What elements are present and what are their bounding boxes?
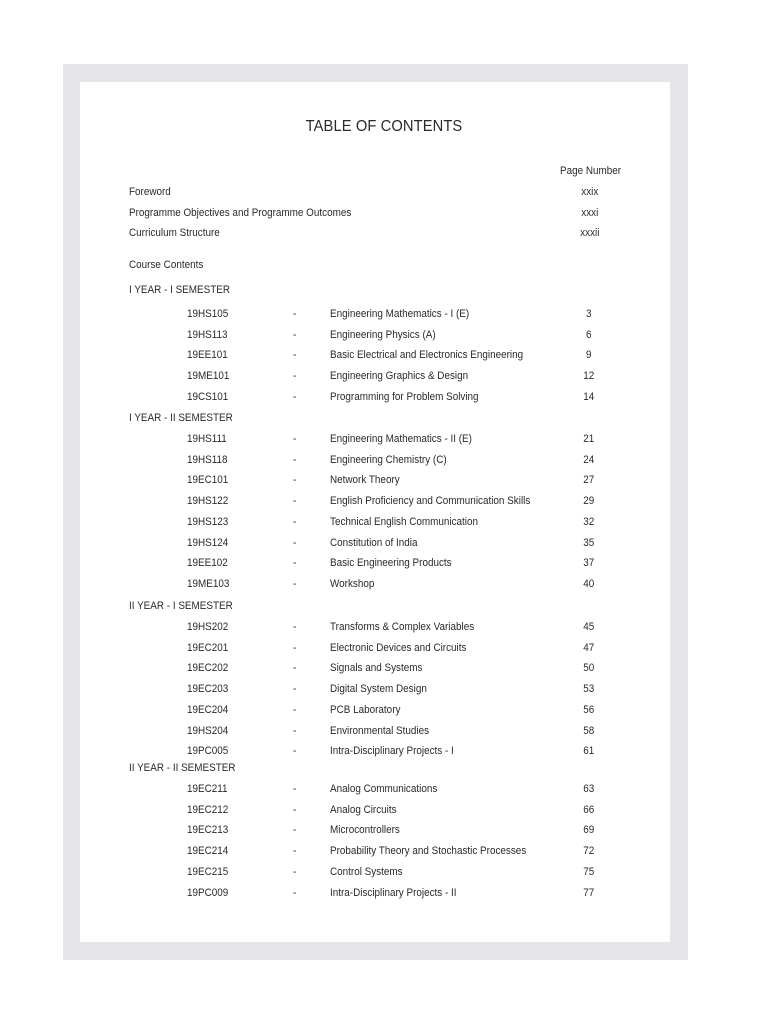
course-code: 19HS105 <box>187 308 229 320</box>
course-page-number: 77 <box>583 887 595 899</box>
front-matter-curriculum: Curriculum Structure <box>129 227 220 239</box>
course-page-number: 69 <box>583 824 595 836</box>
course-code: 19EE101 <box>187 349 228 361</box>
semester-heading: II YEAR - II SEMESTER <box>129 762 236 774</box>
separator-dash: - <box>293 866 297 878</box>
course-title: Engineering Mathematics - II (E) <box>330 433 472 445</box>
course-page-number: 45 <box>583 621 595 633</box>
course-page-number: 37 <box>583 557 595 569</box>
course-code: 19EC204 <box>187 704 229 716</box>
course-title: Probability Theory and Stochastic Processes <box>330 845 527 857</box>
course-page-number: 6 <box>586 329 592 341</box>
course-title: PCB Laboratory <box>330 704 401 716</box>
course-code: 19EC212 <box>187 804 229 816</box>
course-code: 19HS204 <box>187 725 229 737</box>
front-matter-foreword: Foreword <box>129 186 171 198</box>
course-page-number: 47 <box>583 642 595 654</box>
course-title: Transforms & Complex Variables <box>330 621 475 633</box>
course-title: Constitution of India <box>330 537 418 549</box>
course-page-number: 9 <box>586 349 592 361</box>
front-matter-page: xxix <box>581 186 599 198</box>
course-code: 19HS202 <box>187 621 229 633</box>
separator-dash: - <box>293 783 297 795</box>
course-page-number: 29 <box>583 495 595 507</box>
course-code: 19HS118 <box>187 454 228 466</box>
semester-heading: I YEAR - I SEMESTER <box>129 284 231 296</box>
course-title: Control Systems <box>330 866 403 878</box>
course-title: Programming for Problem Solving <box>330 391 479 403</box>
course-title: Analog Circuits <box>330 804 397 816</box>
separator-dash: - <box>293 704 297 716</box>
course-page-number: 53 <box>583 683 595 695</box>
course-title: Intra-Disciplinary Projects - II <box>330 887 457 899</box>
separator-dash: - <box>293 745 297 757</box>
course-title: Intra-Disciplinary Projects - I <box>330 745 454 757</box>
course-title: Engineering Physics (A) <box>330 329 436 341</box>
course-code: 19EC211 <box>187 783 228 795</box>
course-code: 19EC213 <box>187 824 229 836</box>
separator-dash: - <box>293 349 297 361</box>
course-code: 19HS111 <box>187 433 227 445</box>
course-code: 19HS124 <box>187 537 229 549</box>
course-title: Network Theory <box>330 474 400 486</box>
separator-dash: - <box>293 308 297 320</box>
course-page-number: 3 <box>586 308 592 320</box>
course-page-number: 66 <box>583 804 595 816</box>
course-code: 19PC009 <box>187 887 229 899</box>
separator-dash: - <box>293 621 297 633</box>
course-title: Analog Communications <box>330 783 438 795</box>
course-page-number: 75 <box>583 866 595 878</box>
course-code: 19EC215 <box>187 866 229 878</box>
course-title: Technical English Communication <box>330 516 479 528</box>
front-matter-objectives: Programme Objectives and Programme Outcomes <box>129 207 352 219</box>
course-page-number: 63 <box>583 783 595 795</box>
course-title: Workshop <box>330 578 375 590</box>
course-page-number: 27 <box>583 474 595 486</box>
separator-dash: - <box>293 433 297 445</box>
course-page-number: 12 <box>583 370 595 382</box>
course-contents-label: Course Contents <box>129 259 204 271</box>
semester-heading: I YEAR - II SEMESTER <box>129 412 233 424</box>
course-title: English Proficiency and Communication Skills <box>330 495 531 507</box>
front-matter-page: xxxii <box>580 227 600 239</box>
separator-dash: - <box>293 370 297 382</box>
separator-dash: - <box>293 683 297 695</box>
course-title: Electronic Devices and Circuits <box>330 642 467 654</box>
course-title: Engineering Graphics & Design <box>330 370 469 382</box>
course-title: Basic Electrical and Electronics Engineering <box>330 349 524 361</box>
separator-dash: - <box>293 578 297 590</box>
page-title: TABLE OF CONTENTS <box>305 118 463 135</box>
course-page-number: 35 <box>583 537 595 549</box>
separator-dash: - <box>293 391 297 403</box>
course-page-number: 40 <box>583 578 595 590</box>
separator-dash: - <box>293 804 297 816</box>
course-code: 19EC202 <box>187 662 229 674</box>
course-title: Signals and Systems <box>330 662 423 674</box>
course-code: 19CS101 <box>187 391 229 403</box>
separator-dash: - <box>293 516 297 528</box>
course-code: 19ME101 <box>187 370 230 382</box>
course-title: Microcontrollers <box>330 824 400 836</box>
separator-dash: - <box>293 642 297 654</box>
course-page-number: 32 <box>583 516 595 528</box>
semester-heading: II YEAR - I SEMESTER <box>129 600 233 612</box>
course-code: 19EC203 <box>187 683 229 695</box>
course-code: 19ME103 <box>187 578 230 590</box>
separator-dash: - <box>293 495 297 507</box>
separator-dash: - <box>293 824 297 836</box>
separator-dash: - <box>293 662 297 674</box>
separator-dash: - <box>293 474 297 486</box>
course-page-number: 72 <box>583 845 595 857</box>
course-title: Digital System Design <box>330 683 427 695</box>
course-title: Environmental Studies <box>330 725 430 737</box>
course-code: 19PC005 <box>187 745 229 757</box>
separator-dash: - <box>293 887 297 899</box>
course-code: 19HS113 <box>187 329 228 341</box>
course-code: 19HS123 <box>187 516 229 528</box>
course-page-number: 21 <box>583 433 595 445</box>
course-page-number: 24 <box>583 454 595 466</box>
course-title: Engineering Mathematics - I (E) <box>330 308 470 320</box>
separator-dash: - <box>293 725 297 737</box>
separator-dash: - <box>293 845 297 857</box>
course-code: 19EC201 <box>187 642 229 654</box>
course-page-number: 50 <box>583 662 595 674</box>
course-code: 19EE102 <box>187 557 228 569</box>
course-title: Engineering Chemistry (C) <box>330 454 447 466</box>
separator-dash: - <box>293 329 297 341</box>
separator-dash: - <box>293 557 297 569</box>
course-page-number: 14 <box>583 391 595 403</box>
course-page-number: 58 <box>583 725 595 737</box>
course-page-number: 61 <box>583 745 595 757</box>
page-number-heading: Page Number <box>560 165 622 177</box>
course-title: Basic Engineering Products <box>330 557 452 569</box>
course-code: 19HS122 <box>187 495 229 507</box>
separator-dash: - <box>293 454 297 466</box>
front-matter-page: xxxi <box>581 207 599 219</box>
course-code: 19EC214 <box>187 845 229 857</box>
course-code: 19EC101 <box>187 474 229 486</box>
separator-dash: - <box>293 537 297 549</box>
course-page-number: 56 <box>583 704 595 716</box>
